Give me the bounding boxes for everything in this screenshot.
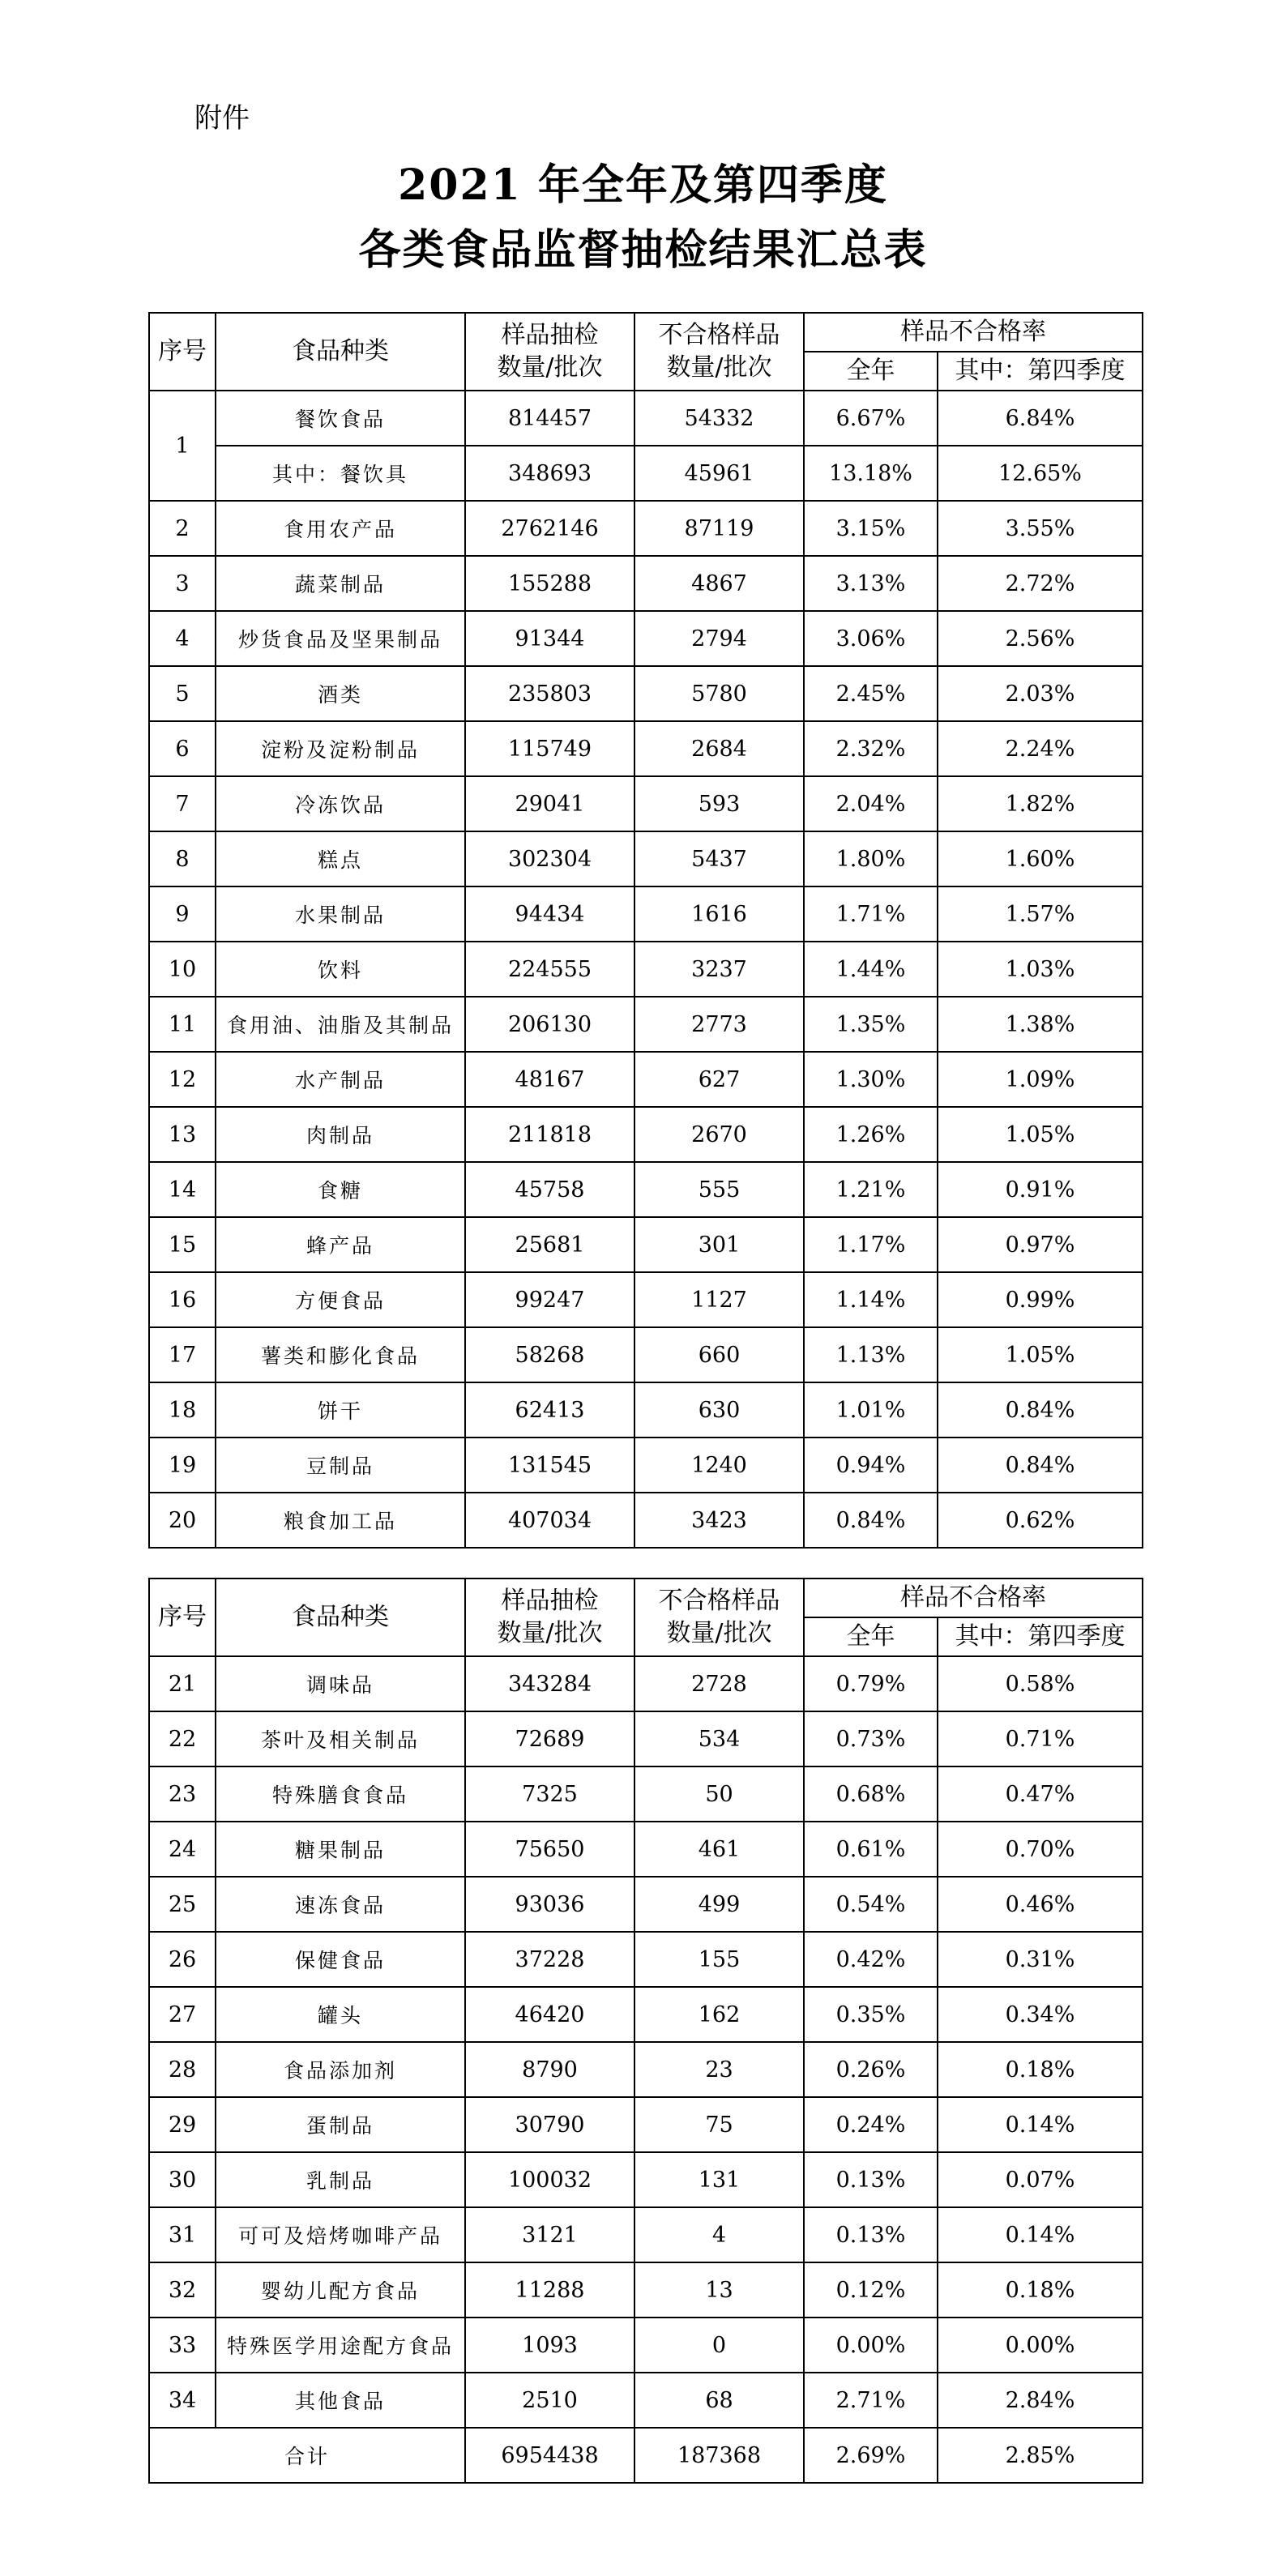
- cell-seq: 7: [149, 776, 216, 831]
- table-row: [149, 1766, 1143, 1822]
- cell-category: 茶叶及相关制品: [216, 1711, 465, 1766]
- table-row: [149, 2318, 1143, 2373]
- header-rate: 样品不合格率: [804, 1578, 1143, 1617]
- cell-seq: 26: [149, 1932, 216, 1987]
- cell-samples: 131545: [465, 1438, 634, 1493]
- cell-rate-year: 0.73%: [804, 1711, 938, 1766]
- total-rate-q4: 2.85%: [938, 2428, 1143, 2483]
- cell-rate-q4: 0.31%: [938, 1932, 1143, 1987]
- cell-category: 婴幼儿配方食品: [216, 2262, 465, 2318]
- cell-category: 肉制品: [216, 1107, 465, 1162]
- cell-samples: 343284: [465, 1656, 634, 1711]
- cell-category: 罐头: [216, 1987, 465, 2042]
- cell-rate-q4: 0.62%: [938, 1493, 1143, 1548]
- cell-rate-q4: 1.38%: [938, 997, 1143, 1052]
- cell-rate-q4: 1.57%: [938, 886, 1143, 942]
- cell-samples: 2510: [465, 2373, 634, 2428]
- cell-rate-q4: 0.00%: [938, 2318, 1143, 2373]
- cell-rate-q4: 0.14%: [938, 2207, 1143, 2262]
- cell-seq: 25: [149, 1877, 216, 1932]
- cell-category: 炒货食品及坚果制品: [216, 611, 465, 666]
- header-seq: 序号: [149, 313, 216, 391]
- header-unqualified-count-line: 不合格样品: [658, 1587, 780, 1615]
- cell-seq: 27: [149, 1987, 216, 2042]
- cell-unqualified: 68: [634, 2373, 804, 2428]
- cell-seq: 20: [149, 1493, 216, 1548]
- cell-samples: 3121: [465, 2207, 634, 2262]
- table-row: [149, 2097, 1143, 2152]
- cell-rate-year: 0.12%: [804, 2262, 938, 2318]
- cell-rate-year: 0.61%: [804, 1822, 938, 1877]
- cell-samples: 155288: [465, 556, 634, 611]
- cell-samples: 72689: [465, 1711, 634, 1766]
- cell-seq: 28: [149, 2042, 216, 2097]
- cell-rate-year: 1.17%: [804, 1217, 938, 1272]
- cell-rate-q4: 12.65%: [938, 446, 1143, 501]
- cell-rate-year: 0.26%: [804, 2042, 938, 2097]
- cell-category: 蜂产品: [216, 1217, 465, 1272]
- cell-unqualified: 87119: [634, 501, 804, 556]
- cell-rate-q4: 0.18%: [938, 2262, 1143, 2318]
- cell-rate-q4: 1.05%: [938, 1327, 1143, 1382]
- cell-samples: 7325: [465, 1766, 634, 1822]
- cell-seq: 2: [149, 501, 216, 556]
- cell-samples: 30790: [465, 2097, 634, 2152]
- cell-samples: 75650: [465, 1822, 634, 1877]
- cell-seq: 15: [149, 1217, 216, 1272]
- cell-unqualified: 13: [634, 2262, 804, 2318]
- cell-rate-year: 0.13%: [804, 2207, 938, 2262]
- results-table-part1: [148, 312, 1143, 1549]
- table-row: [149, 776, 1143, 831]
- cell-category: 特殊膳食食品: [216, 1766, 465, 1822]
- cell-samples: 37228: [465, 1932, 634, 1987]
- cell-rate-q4: 0.99%: [938, 1272, 1143, 1327]
- cell-rate-year: 0.24%: [804, 2097, 938, 2152]
- cell-unqualified: 50: [634, 1766, 804, 1822]
- header-rate: 样品不合格率: [804, 313, 1143, 352]
- cell-unqualified: 461: [634, 1822, 804, 1877]
- cell-rate-q4: 0.34%: [938, 1987, 1143, 2042]
- cell-rate-year: 1.13%: [804, 1327, 938, 1382]
- cell-samples: 2762146: [465, 501, 634, 556]
- cell-unqualified: 1616: [634, 886, 804, 942]
- cell-category: 食品添加剂: [216, 2042, 465, 2097]
- cell-unqualified: 162: [634, 1987, 804, 2042]
- cell-category: 保健食品: [216, 1932, 465, 1987]
- table-row: [149, 2373, 1143, 2428]
- cell-rate-q4: 6.84%: [938, 391, 1143, 446]
- total-unqualified: 187368: [634, 2428, 804, 2483]
- table-row: [149, 666, 1143, 721]
- cell-samples: 235803: [465, 666, 634, 721]
- header-sample-count-line: 样品抽检: [501, 1587, 599, 1615]
- cell-rate-year: 0.84%: [804, 1493, 938, 1548]
- cell-samples: 224555: [465, 942, 634, 997]
- cell-samples: 302304: [465, 831, 634, 886]
- total-row: [149, 2428, 1143, 2483]
- cell-samples: 11288: [465, 2262, 634, 2318]
- cell-unqualified: 630: [634, 1382, 804, 1438]
- cell-rate-q4: 0.18%: [938, 2042, 1143, 2097]
- header-rate-q4: 其中：第四季度: [938, 1617, 1143, 1656]
- cell-category: 食用油、油脂及其制品: [216, 997, 465, 1052]
- cell-unqualified: 1240: [634, 1438, 804, 1493]
- cell-rate-q4: 2.24%: [938, 721, 1143, 776]
- total-label: 合计: [149, 2428, 465, 2483]
- cell-rate-q4: 2.56%: [938, 611, 1143, 666]
- cell-rate-year: 0.68%: [804, 1766, 938, 1822]
- cell-unqualified: 534: [634, 1711, 804, 1766]
- table-row: [149, 1493, 1143, 1548]
- cell-seq: 32: [149, 2262, 216, 2318]
- cell-rate-q4: 0.07%: [938, 2152, 1143, 2207]
- cell-unqualified: 0: [634, 2318, 804, 2373]
- cell-rate-q4: 0.71%: [938, 1711, 1143, 1766]
- header-sample-count-line: 数量/批次: [497, 1619, 603, 1647]
- cell-unqualified: 660: [634, 1327, 804, 1382]
- cell-unqualified: 2794: [634, 611, 804, 666]
- cell-rate-year: 0.94%: [804, 1438, 938, 1493]
- cell-rate-year: 0.35%: [804, 1987, 938, 2042]
- cell-unqualified: 3237: [634, 942, 804, 997]
- header-unqualified-count: [634, 313, 804, 391]
- cell-samples: 206130: [465, 997, 634, 1052]
- cell-rate-q4: 0.97%: [938, 1217, 1143, 1272]
- cell-seq: 23: [149, 1766, 216, 1822]
- cell-category: 调味品: [216, 1656, 465, 1711]
- table-row: [149, 1438, 1143, 1493]
- table-row: [149, 1327, 1143, 1382]
- cell-rate-q4: 0.14%: [938, 2097, 1143, 2152]
- cell-category: 糖果制品: [216, 1822, 465, 1877]
- cell-category: 糕点: [216, 831, 465, 886]
- cell-rate-year: 3.06%: [804, 611, 938, 666]
- table-row: [149, 721, 1143, 776]
- table-row: [149, 942, 1143, 997]
- cell-samples: 91344: [465, 611, 634, 666]
- table-row: [149, 1107, 1143, 1162]
- cell-category: 饮料: [216, 942, 465, 997]
- header-unqualified-count-line: 数量/批次: [666, 353, 772, 382]
- cell-rate-year: 3.15%: [804, 501, 938, 556]
- cell-samples: 48167: [465, 1052, 634, 1107]
- table-row: [149, 1822, 1143, 1877]
- header-sample-count-line: 样品抽检: [501, 321, 599, 349]
- cell-seq: 17: [149, 1327, 216, 1382]
- cell-rate-year: 2.71%: [804, 2373, 938, 2428]
- cell-rate-year: 1.44%: [804, 942, 938, 997]
- cell-seq: 9: [149, 886, 216, 942]
- cell-category: 水果制品: [216, 886, 465, 942]
- header-seq: 序号: [149, 1578, 216, 1656]
- cell-seq: 21: [149, 1656, 216, 1711]
- cell-rate-q4: 2.03%: [938, 666, 1143, 721]
- table-row: [149, 886, 1143, 942]
- results-table-part2: [148, 1578, 1143, 2484]
- cell-category: 豆制品: [216, 1438, 465, 1493]
- cell-category: 速冻食品: [216, 1877, 465, 1932]
- cell-seq: 22: [149, 1711, 216, 1766]
- cell-rate-year: 0.54%: [804, 1877, 938, 1932]
- cell-unqualified: 2670: [634, 1107, 804, 1162]
- cell-unqualified: 301: [634, 1217, 804, 1272]
- table-row: [149, 1052, 1143, 1107]
- cell-category: 蔬菜制品: [216, 556, 465, 611]
- table-row: [149, 1711, 1143, 1766]
- cell-samples: 45758: [465, 1162, 634, 1217]
- header-unqualified-count: [634, 1578, 804, 1656]
- cell-category: 其他食品: [216, 2373, 465, 2428]
- cell-rate-q4: 2.84%: [938, 2373, 1143, 2428]
- cell-unqualified: 2684: [634, 721, 804, 776]
- cell-samples: 94434: [465, 886, 634, 942]
- cell-seq: 16: [149, 1272, 216, 1327]
- header-sample-count-line: 数量/批次: [497, 353, 603, 382]
- cell-rate-year: 2.32%: [804, 721, 938, 776]
- cell-unqualified: 5437: [634, 831, 804, 886]
- table-row: [149, 1656, 1143, 1711]
- cell-unqualified: 131: [634, 2152, 804, 2207]
- cell-rate-year: 13.18%: [804, 446, 938, 501]
- table-row: [149, 2262, 1143, 2318]
- table-row: [149, 1877, 1143, 1932]
- cell-seq: 8: [149, 831, 216, 886]
- cell-rate-year: 0.13%: [804, 2152, 938, 2207]
- cell-rate-q4: 1.82%: [938, 776, 1143, 831]
- table-row: [149, 391, 1143, 446]
- cell-category: 粮食加工品: [216, 1493, 465, 1548]
- table-row: [149, 611, 1143, 666]
- cell-rate-year: 1.80%: [804, 831, 938, 886]
- cell-rate-year: 1.21%: [804, 1162, 938, 1217]
- cell-seq: 24: [149, 1822, 216, 1877]
- cell-unqualified: 75: [634, 2097, 804, 2152]
- cell-unqualified: 54332: [634, 391, 804, 446]
- cell-samples: 1093: [465, 2318, 634, 2373]
- cell-seq: 29: [149, 2097, 216, 2152]
- cell-samples: 814457: [465, 391, 634, 446]
- cell-samples: 407034: [465, 1493, 634, 1548]
- header-category: 食品种类: [216, 313, 465, 391]
- cell-rate-year: 0.00%: [804, 2318, 938, 2373]
- cell-seq: 5: [149, 666, 216, 721]
- cell-rate-year: 6.67%: [804, 391, 938, 446]
- cell-samples: 348693: [465, 446, 634, 501]
- total-samples: 6954438: [465, 2428, 634, 2483]
- header-category: 食品种类: [216, 1578, 465, 1656]
- cell-category: 蛋制品: [216, 2097, 465, 2152]
- table-row: [149, 1272, 1143, 1327]
- header-sample-count: [465, 1578, 634, 1656]
- cell-seq: 12: [149, 1052, 216, 1107]
- table-row: [149, 2207, 1143, 2262]
- cell-rate-year: 3.13%: [804, 556, 938, 611]
- table-row: [149, 831, 1143, 886]
- cell-rate-q4: 1.05%: [938, 1107, 1143, 1162]
- cell-category: 其中：餐饮具: [216, 446, 465, 501]
- cell-seq: 4: [149, 611, 216, 666]
- cell-rate-q4: 0.84%: [938, 1438, 1143, 1493]
- cell-seq: 14: [149, 1162, 216, 1217]
- cell-unqualified: 2728: [634, 1656, 804, 1711]
- cell-category: 特殊医学用途配方食品: [216, 2318, 465, 2373]
- cell-seq: 1: [149, 391, 216, 501]
- cell-category: 可可及焙烤咖啡产品: [216, 2207, 465, 2262]
- cell-rate-q4: 0.70%: [938, 1822, 1143, 1877]
- cell-unqualified: 499: [634, 1877, 804, 1932]
- cell-category: 水产制品: [216, 1052, 465, 1107]
- table-row: [149, 1987, 1143, 2042]
- cell-samples: 100032: [465, 2152, 634, 2207]
- cell-samples: 25681: [465, 1217, 634, 1272]
- table-row: [149, 501, 1143, 556]
- cell-category: 淀粉及淀粉制品: [216, 721, 465, 776]
- cell-rate-q4: 1.09%: [938, 1052, 1143, 1107]
- cell-samples: 93036: [465, 1877, 634, 1932]
- table-row: [149, 1382, 1143, 1438]
- header-rate-q4: 其中：第四季度: [938, 352, 1143, 391]
- cell-samples: 46420: [465, 1987, 634, 2042]
- cell-unqualified: 5780: [634, 666, 804, 721]
- cell-seq: 18: [149, 1382, 216, 1438]
- cell-rate-q4: 3.55%: [938, 501, 1143, 556]
- cell-unqualified: 2773: [634, 997, 804, 1052]
- cell-category: 食糖: [216, 1162, 465, 1217]
- cell-seq: 31: [149, 2207, 216, 2262]
- cell-samples: 8790: [465, 2042, 634, 2097]
- cell-samples: 58268: [465, 1327, 634, 1382]
- cell-rate-q4: 0.58%: [938, 1656, 1143, 1711]
- cell-seq: 6: [149, 721, 216, 776]
- cell-seq: 19: [149, 1438, 216, 1493]
- table-row: [149, 2152, 1143, 2207]
- cell-seq: 3: [149, 556, 216, 611]
- header-sample-count: [465, 313, 634, 391]
- cell-rate-q4: 0.46%: [938, 1877, 1143, 1932]
- header-rate-year: 全年: [804, 352, 938, 391]
- cell-rate-year: 0.42%: [804, 1932, 938, 1987]
- cell-seq: 11: [149, 997, 216, 1052]
- cell-unqualified: 4: [634, 2207, 804, 2262]
- cell-rate-year: 1.01%: [804, 1382, 938, 1438]
- cell-category: 方便食品: [216, 1272, 465, 1327]
- cell-unqualified: 555: [634, 1162, 804, 1217]
- cell-rate-year: 2.45%: [804, 666, 938, 721]
- cell-seq: 10: [149, 942, 216, 997]
- cell-samples: 99247: [465, 1272, 634, 1327]
- table-row: [149, 2042, 1143, 2097]
- page-title-line2: 各类食品监督抽检结果汇总表: [358, 226, 928, 275]
- cell-category: 薯类和膨化食品: [216, 1327, 465, 1382]
- cell-rate-q4: 1.03%: [938, 942, 1143, 997]
- header-rate-year: 全年: [804, 1617, 938, 1656]
- cell-rate-year: 1.30%: [804, 1052, 938, 1107]
- cell-rate-year: 2.04%: [804, 776, 938, 831]
- cell-samples: 29041: [465, 776, 634, 831]
- cell-unqualified: 593: [634, 776, 804, 831]
- cell-category: 酒类: [216, 666, 465, 721]
- cell-unqualified: 45961: [634, 446, 804, 501]
- cell-category: 餐饮食品: [216, 391, 465, 446]
- cell-category: 食用农产品: [216, 501, 465, 556]
- cell-samples: 211818: [465, 1107, 634, 1162]
- cell-rate-q4: 0.47%: [938, 1766, 1143, 1822]
- cell-samples: 115749: [465, 721, 634, 776]
- cell-seq: 33: [149, 2318, 216, 2373]
- cell-rate-q4: 0.91%: [938, 1162, 1143, 1217]
- cell-unqualified: 23: [634, 2042, 804, 2097]
- cell-rate-q4: 2.72%: [938, 556, 1143, 611]
- attachment-label: 附件: [194, 102, 250, 135]
- cell-category: 乳制品: [216, 2152, 465, 2207]
- cell-unqualified: 3423: [634, 1493, 804, 1548]
- cell-rate-year: 1.26%: [804, 1107, 938, 1162]
- cell-rate-year: 1.35%: [804, 997, 938, 1052]
- cell-unqualified: 627: [634, 1052, 804, 1107]
- cell-seq: 34: [149, 2373, 216, 2428]
- cell-rate-q4: 0.84%: [938, 1382, 1143, 1438]
- table-row: [149, 1932, 1143, 1987]
- cell-rate-year: 1.14%: [804, 1272, 938, 1327]
- cell-category: 饼干: [216, 1382, 465, 1438]
- page-title-line1: 2021 年全年及第四季度: [398, 160, 888, 210]
- table-row: [149, 556, 1143, 611]
- total-rate-year: 2.69%: [804, 2428, 938, 2483]
- table-row: [149, 1217, 1143, 1272]
- header-unqualified-count-line: 数量/批次: [666, 1619, 772, 1647]
- table-row: [149, 446, 1143, 501]
- cell-samples: 62413: [465, 1382, 634, 1438]
- cell-rate-year: 0.79%: [804, 1656, 938, 1711]
- table-row: [149, 1162, 1143, 1217]
- cell-rate-q4: 1.60%: [938, 831, 1143, 886]
- cell-rate-year: 1.71%: [804, 886, 938, 942]
- cell-unqualified: 155: [634, 1932, 804, 1987]
- header-unqualified-count-line: 不合格样品: [658, 321, 780, 349]
- cell-seq: 13: [149, 1107, 216, 1162]
- cell-category: 冷冻饮品: [216, 776, 465, 831]
- cell-unqualified: 4867: [634, 556, 804, 611]
- cell-seq: 30: [149, 2152, 216, 2207]
- table-row: [149, 997, 1143, 1052]
- cell-unqualified: 1127: [634, 1272, 804, 1327]
